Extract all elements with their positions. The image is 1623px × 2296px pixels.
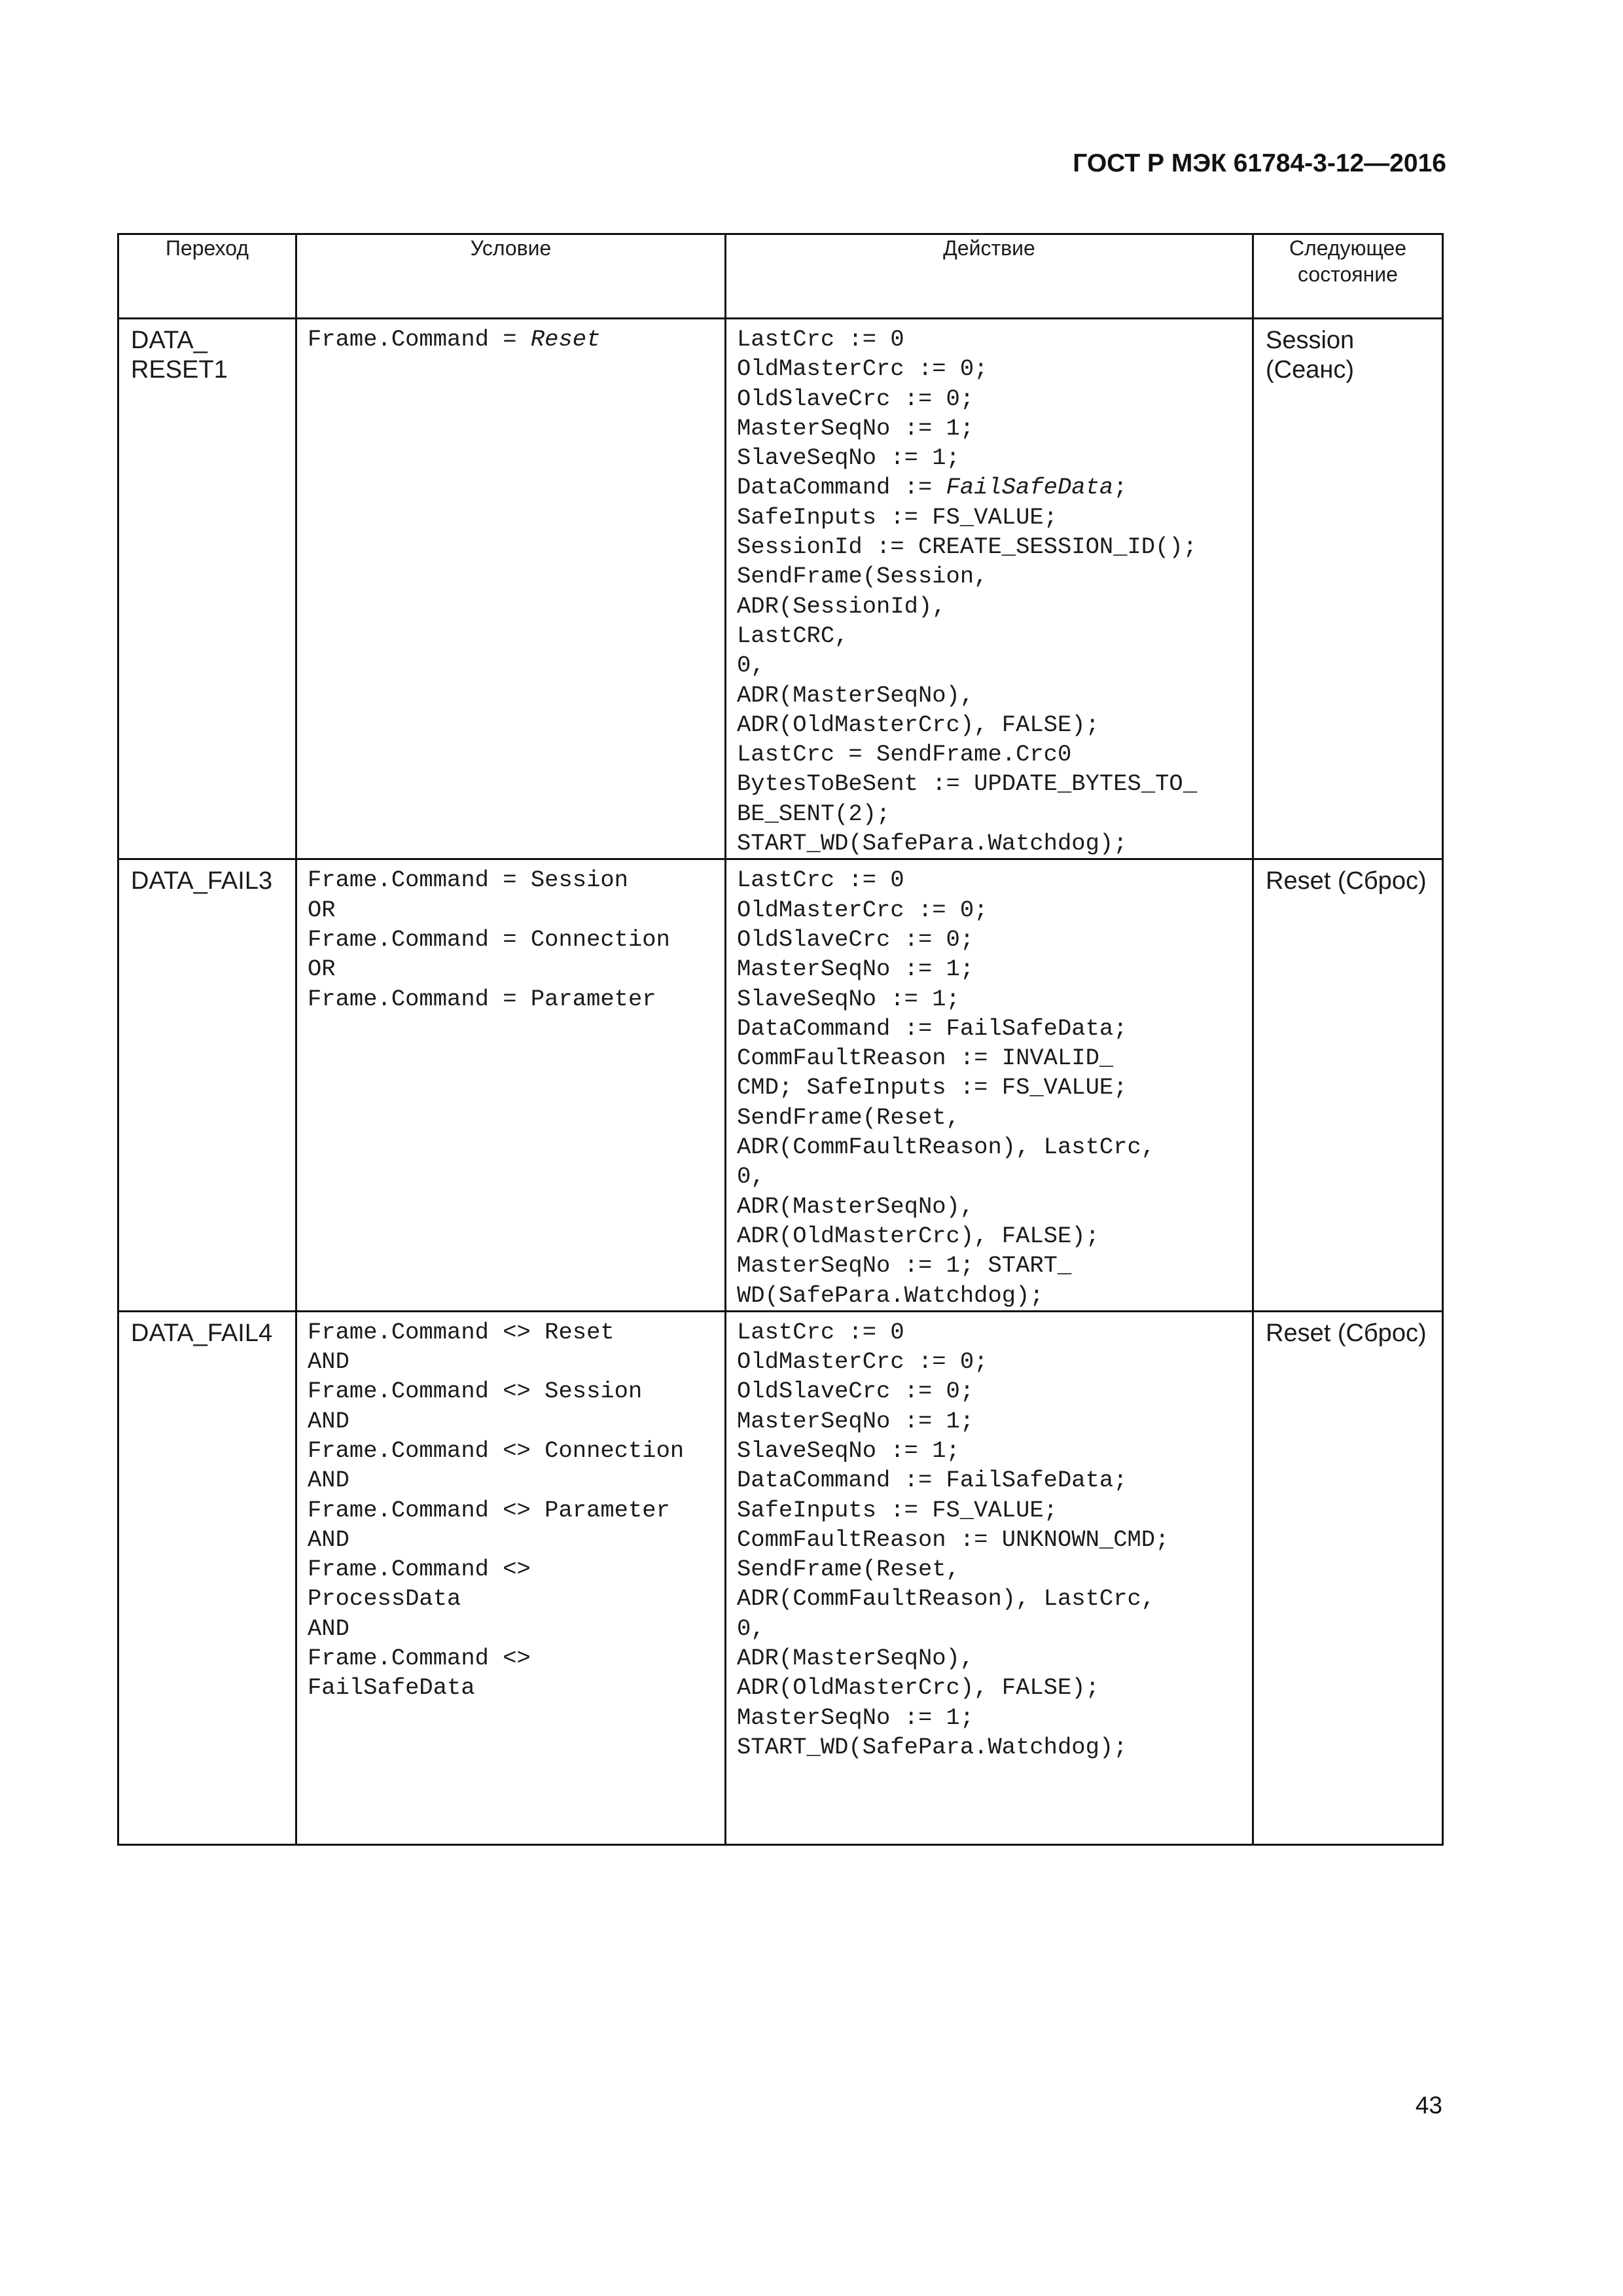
code-line: [308, 1318, 714, 1347]
code-line: [737, 769, 1241, 798]
code-fragment: Frame.Command <>: [308, 1556, 531, 1583]
next-state-cell: Reset (Сброс): [1253, 859, 1443, 1311]
code-fragment: 0,: [737, 1163, 765, 1191]
code-fragment: SendFrame(Session,: [737, 563, 988, 590]
code-line: [308, 1347, 714, 1376]
code-line: [737, 1281, 1241, 1310]
code-fragment: CommFaultReason := UNKNOWN_CMD;: [737, 1526, 1169, 1553]
code-line: [737, 865, 1241, 895]
code-fragment: 0,: [737, 1615, 765, 1642]
code-fragment: Frame.Command <> Connection: [308, 1437, 685, 1464]
code-line: [737, 1014, 1241, 1043]
code-fragment: DataCommand := FailSafeData;: [737, 1467, 1128, 1494]
code-fragment: Frame.Command =: [308, 326, 531, 353]
table-row: [118, 1311, 1443, 1844]
code-fragment: START_WD(SafePara.Watchdog);: [737, 1733, 1128, 1761]
code-fragment: AND: [308, 1526, 349, 1553]
code-line: [737, 1703, 1241, 1732]
code-fragment: Reset: [530, 326, 601, 353]
code-fragment: ADR(OldMasterCrc), FALSE);: [737, 1222, 1099, 1249]
action-cell: [726, 319, 1253, 859]
transition-cell: DATA_FAIL4: [118, 1311, 296, 1844]
code-fragment: OldSlaveCrc := 0;: [737, 1378, 974, 1405]
code-line: [737, 1162, 1241, 1191]
code-line: [737, 562, 1241, 591]
code-line: [308, 865, 714, 895]
code-fragment: LastCrc := 0: [737, 867, 904, 894]
code-fragment: Frame.Command = Connection: [308, 925, 670, 953]
code-line: [737, 503, 1241, 532]
code-fragment: ADR(OldMasterCrc), FALSE);: [737, 711, 1099, 738]
code-fragment: OldSlaveCrc := 0;: [737, 385, 974, 412]
code-line: [737, 1192, 1241, 1221]
code-line: [737, 895, 1241, 925]
column-header-condition: Условие: [296, 234, 726, 319]
code-fragment: ADR(CommFaultReason), LastCrc,: [737, 1134, 1156, 1161]
code-fragment: LastCRC,: [737, 622, 849, 649]
code-fragment: MasterSeqNo := 1;: [737, 1407, 974, 1435]
code-line: [737, 1347, 1241, 1376]
code-line: [308, 925, 714, 954]
code-fragment: SendFrame(Reset,: [737, 1556, 960, 1583]
code-line: [308, 325, 714, 354]
next-state-cell: Session (Сеанс): [1253, 319, 1443, 859]
code-line: [737, 592, 1241, 621]
code-fragment: SlaveSeqNo := 1;: [737, 1437, 960, 1464]
column-header-transition: Переход: [118, 234, 296, 319]
code-fragment: OldMasterCrc := 0;: [737, 896, 988, 924]
code-line: [737, 1376, 1241, 1406]
code-line: [737, 1103, 1241, 1132]
code-fragment: Frame.Command <> Reset: [308, 1318, 615, 1346]
code-line: [737, 984, 1241, 1014]
code-fragment: ;: [1113, 474, 1128, 501]
code-fragment: DataCommand := FailSafeData;: [737, 1014, 1128, 1042]
code-fragment: CommFaultReason := INVALID_: [737, 1045, 1114, 1072]
code-line: [737, 532, 1241, 562]
code-line: [737, 414, 1241, 443]
code-line: [737, 1673, 1241, 1702]
code-fragment: AND: [308, 1467, 349, 1494]
action-cell: [726, 1311, 1253, 1844]
code-line: [737, 681, 1241, 710]
page-number: 43: [1415, 2092, 1442, 2119]
column-header-next-state: Следующее состояние: [1253, 234, 1443, 319]
code-line: [737, 954, 1241, 984]
code-line: [737, 325, 1241, 354]
code-line: [737, 740, 1241, 769]
code-line: [737, 1407, 1241, 1436]
code-fragment: 0,: [737, 652, 765, 679]
code-fragment: ProcessData: [308, 1585, 461, 1613]
code-fragment: Frame.Command <> Session: [308, 1378, 643, 1405]
code-fragment: LastCrc := 0: [737, 326, 904, 353]
code-line: [737, 443, 1241, 473]
code-line: [308, 1496, 714, 1525]
code-fragment: ADR(CommFaultReason), LastCrc,: [737, 1585, 1156, 1613]
code-line: [308, 1436, 714, 1465]
code-line: [308, 1407, 714, 1436]
column-header-action: Действие: [726, 234, 1253, 319]
code-line: [308, 1643, 714, 1673]
code-fragment: SlaveSeqNo := 1;: [737, 444, 960, 472]
code-fragment: OR: [308, 896, 336, 924]
code-fragment: ADR(MasterSeqNo),: [737, 1645, 974, 1672]
code-fragment: ADR(MasterSeqNo),: [737, 681, 974, 709]
code-line: [737, 1643, 1241, 1673]
code-line: [737, 1436, 1241, 1465]
code-fragment: ADR(SessionId),: [737, 592, 946, 620]
transition-cell: DATA_FAIL3: [118, 859, 296, 1311]
code-line: [737, 651, 1241, 680]
code-line: [737, 354, 1241, 384]
code-fragment: MasterSeqNo := 1;: [737, 956, 974, 983]
code-line: [308, 1465, 714, 1495]
code-line: [737, 1043, 1241, 1073]
code-fragment: LastCrc := 0: [737, 1318, 904, 1346]
code-fragment: OR: [308, 956, 336, 983]
code-fragment: FailSafeData: [308, 1674, 475, 1702]
code-line: [737, 1318, 1241, 1347]
code-fragment: OldMasterCrc := 0;: [737, 355, 988, 383]
code-line: [737, 1614, 1241, 1643]
code-line: [737, 1496, 1241, 1525]
code-fragment: SessionId := CREATE_SESSION_ID();: [737, 533, 1198, 561]
code-fragment: AND: [308, 1407, 349, 1435]
code-line: [737, 1525, 1241, 1554]
code-fragment: SafeInputs := FS_VALUE;: [737, 503, 1058, 531]
code-fragment: DataCommand :=: [737, 474, 946, 501]
code-fragment: FailSafeData: [946, 474, 1114, 501]
code-fragment: OldMasterCrc := 0;: [737, 1348, 988, 1376]
code-line: [737, 1251, 1241, 1280]
code-fragment: SlaveSeqNo := 1;: [737, 985, 960, 1013]
condition-cell: [296, 859, 726, 1311]
code-fragment: OldSlaveCrc := 0;: [737, 925, 974, 953]
transition-cell: DATA_ RESET1: [118, 319, 296, 859]
code-line: [737, 384, 1241, 414]
code-fragment: ADR(OldMasterCrc), FALSE);: [737, 1674, 1099, 1702]
code-fragment: ADR(MasterSeqNo),: [737, 1193, 974, 1220]
code-fragment: AND: [308, 1615, 349, 1642]
code-fragment: Frame.Command = Session: [308, 867, 628, 894]
code-fragment: MasterSeqNo := 1;: [737, 1704, 974, 1731]
code-fragment: SafeInputs := FS_VALUE;: [737, 1496, 1058, 1524]
code-fragment: START_WD(SafePara.Watchdog);: [737, 830, 1128, 857]
code-fragment: Frame.Command <> Parameter: [308, 1496, 670, 1524]
code-line: [737, 799, 1241, 829]
code-line: [737, 621, 1241, 651]
code-fragment: MasterSeqNo := 1;: [737, 414, 974, 442]
code-fragment: SendFrame(Reset,: [737, 1103, 960, 1131]
code-line: [737, 1465, 1241, 1495]
code-line: [737, 1132, 1241, 1162]
condition-cell: [296, 319, 726, 859]
code-fragment: BytesToBeSent := UPDATE_BYTES_TO_: [737, 770, 1198, 798]
code-line: [737, 473, 1241, 502]
table-row: [118, 859, 1443, 1311]
table-row: [118, 319, 1443, 859]
code-line: [308, 1554, 714, 1584]
code-line: [308, 954, 714, 984]
table-header-row: [118, 234, 1443, 319]
code-line: [737, 1732, 1241, 1762]
code-line: [737, 1073, 1241, 1102]
code-line: [737, 1584, 1241, 1613]
code-fragment: Frame.Command <>: [308, 1645, 531, 1672]
code-fragment: CMD; SafeInputs := FS_VALUE;: [737, 1074, 1128, 1102]
code-line: [308, 1673, 714, 1702]
next-state-cell: Reset (Сброс): [1253, 1311, 1443, 1844]
state-transition-table: [117, 233, 1444, 1846]
code-line: [308, 984, 714, 1014]
code-fragment: MasterSeqNo := 1; START_: [737, 1252, 1072, 1280]
code-line: [737, 1554, 1241, 1584]
code-fragment: Frame.Command = Parameter: [308, 985, 656, 1013]
code-fragment: BE_SENT(2);: [737, 800, 891, 827]
condition-cell: [296, 1311, 726, 1844]
code-fragment: WD(SafePara.Watchdog);: [737, 1282, 1044, 1309]
document-header: ГОСТ Р МЭК 61784-3-12—2016: [1073, 149, 1446, 177]
code-line: [737, 1221, 1241, 1251]
code-line: [308, 1525, 714, 1554]
code-line: [737, 710, 1241, 740]
code-fragment: LastCrc = SendFrame.Crc0: [737, 741, 1072, 768]
action-cell: [726, 859, 1253, 1311]
code-line: [308, 1376, 714, 1406]
code-line: [308, 895, 714, 925]
code-line: [308, 1614, 714, 1643]
code-line: [737, 925, 1241, 954]
code-line: [308, 1584, 714, 1613]
code-fragment: AND: [308, 1348, 349, 1376]
code-line: [737, 829, 1241, 858]
